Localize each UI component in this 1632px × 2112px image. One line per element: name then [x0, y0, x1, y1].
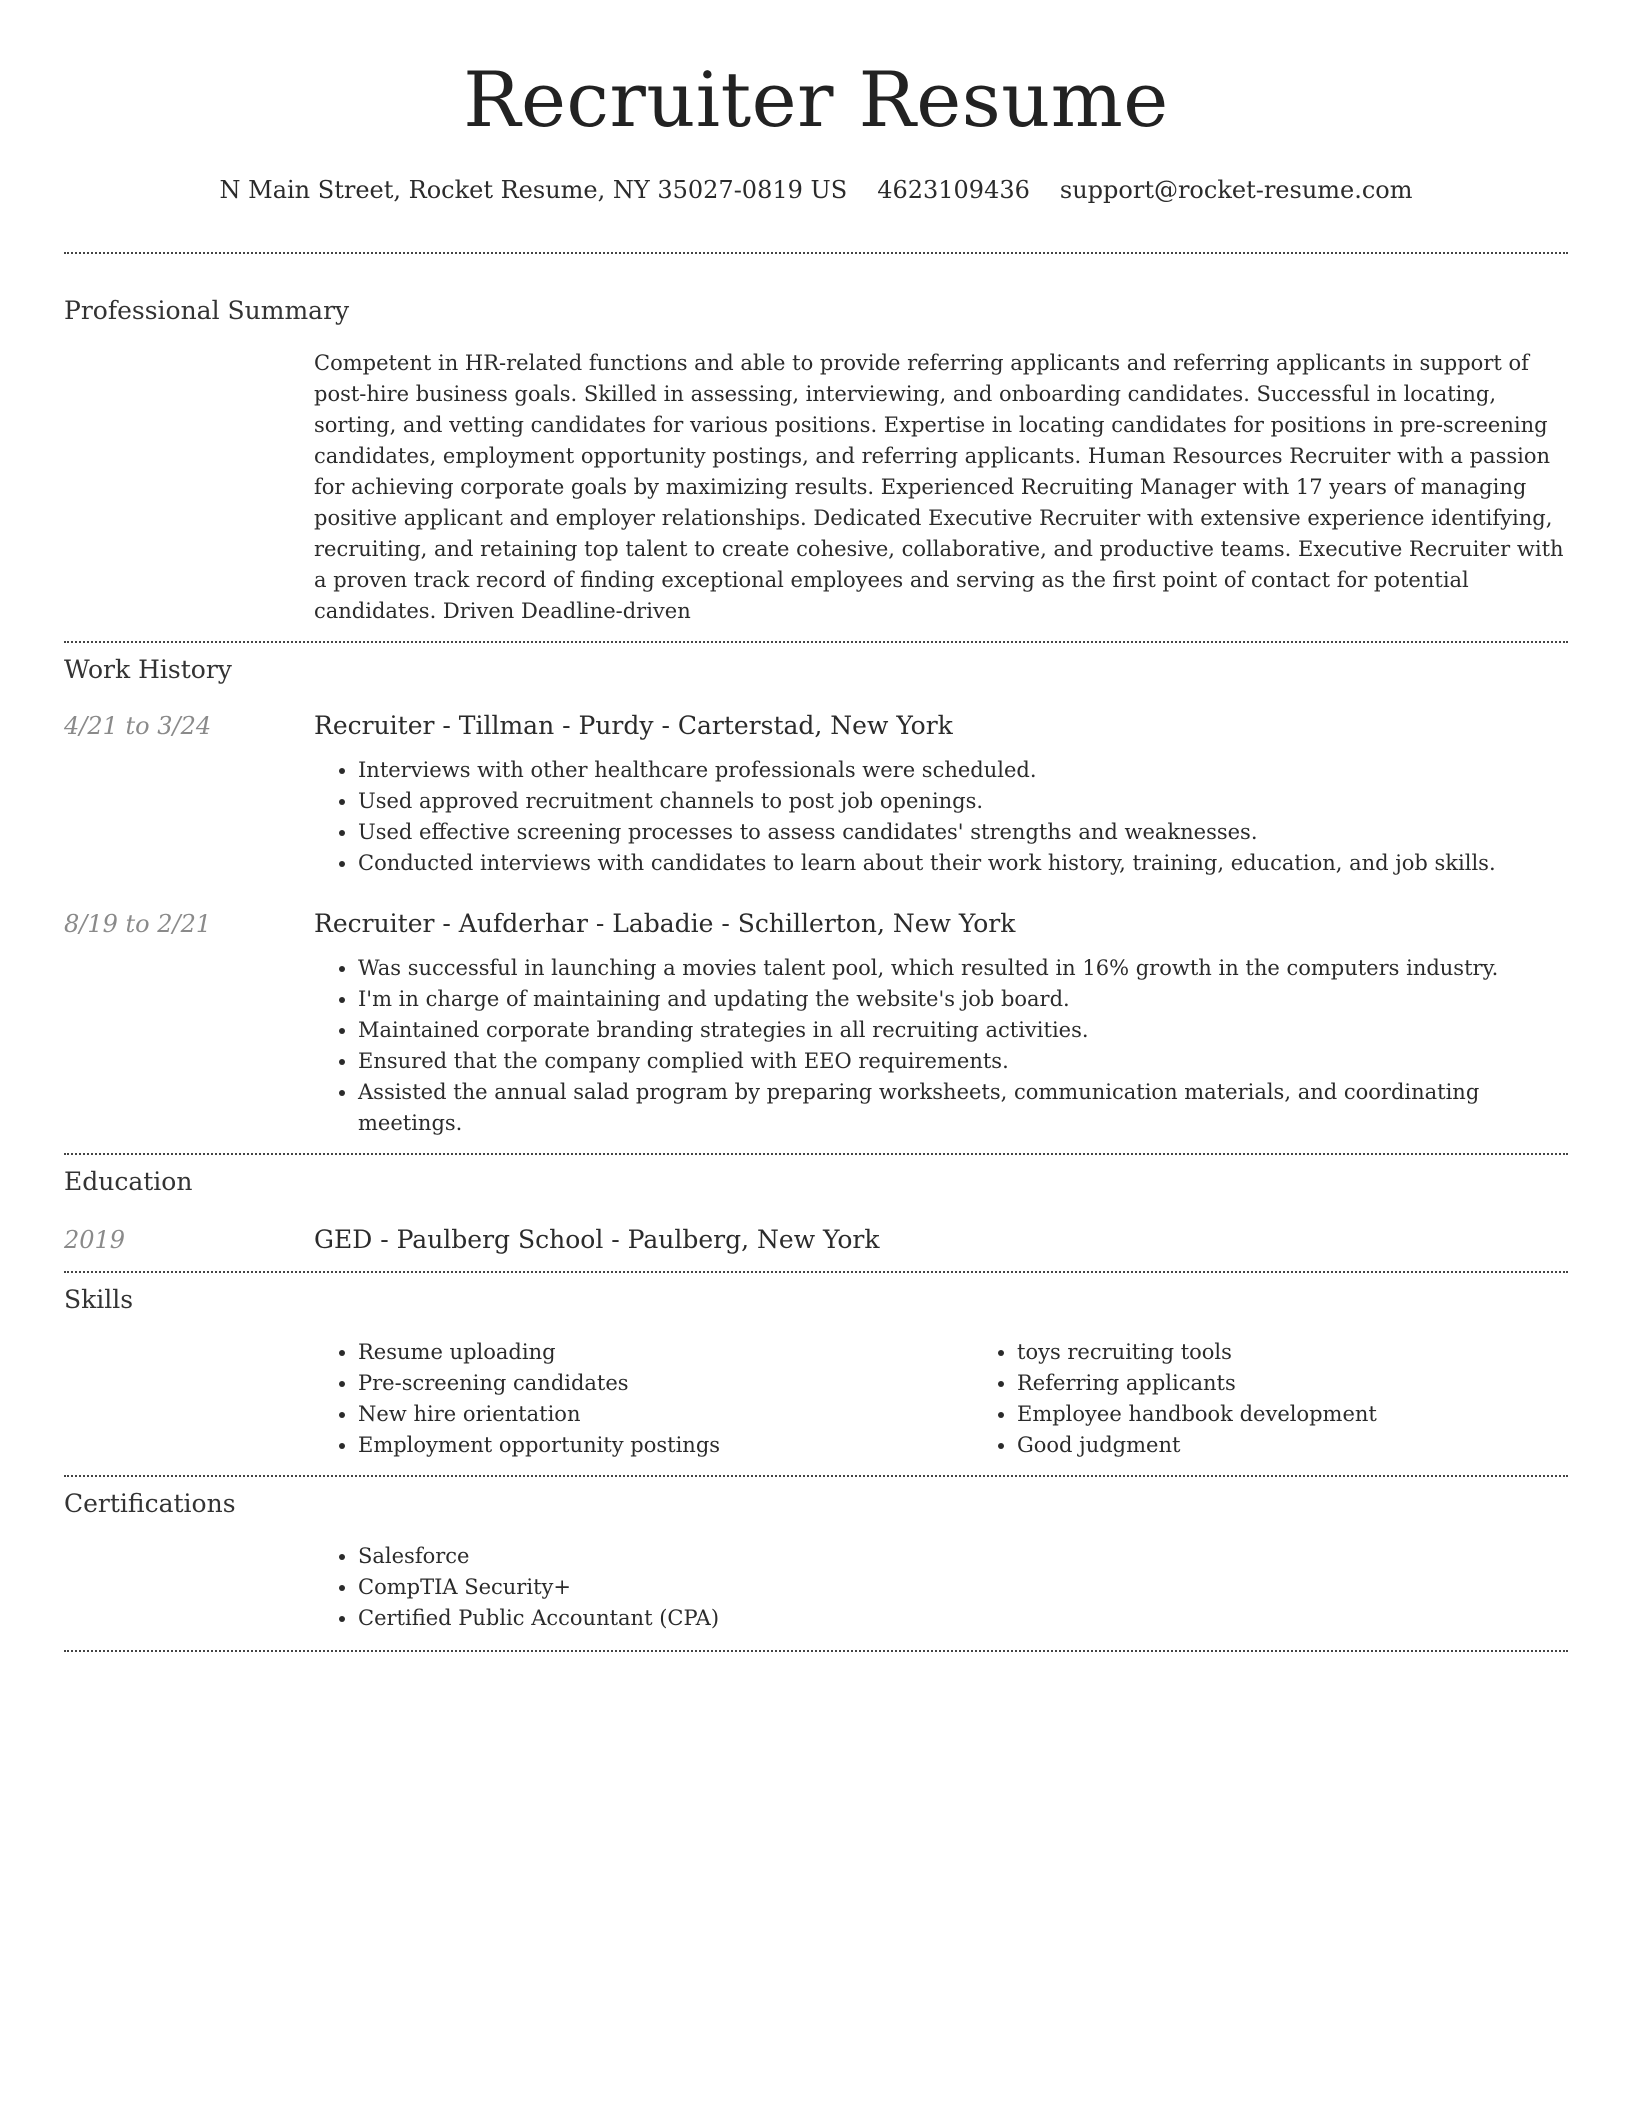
education-year: 2019 [64, 1226, 126, 1254]
job-duty: • Assisted the annual salad program by preparing worksheets, communication materials, and coordinating meetings. [358, 1077, 1568, 1139]
certification-item: • CompTIA Security+ [358, 1572, 1568, 1603]
job-duty: • Maintained corporate branding strategies in all recruiting activities. [358, 1015, 1568, 1046]
section-divider [64, 1153, 1568, 1155]
section-heading-work-history: Work History [64, 655, 232, 684]
summary-row [64, 348, 1568, 627]
job-dates: 8/19 to 2/21 [64, 910, 212, 938]
job-title: Recruiter - Tillman - Purdy - Carterstad, New York [314, 711, 953, 740]
certification-item: • Salesforce [358, 1541, 1568, 1572]
job-entry [64, 907, 1568, 1139]
contact-info [64, 174, 1568, 206]
skill-item: • Employment opportunity postings [358, 1430, 973, 1461]
resume-page [64, 0, 1568, 1652]
section-heading-certifications: Certifications [64, 1489, 236, 1518]
skill-item: • Employee handbook development [1017, 1399, 1632, 1430]
section-divider [64, 641, 1568, 643]
education-entry [64, 1223, 1568, 1257]
certifications-row [64, 1541, 1568, 1634]
section-divider [64, 1271, 1568, 1273]
summary-text: Competent in HR-related functions and able to provide referring applicants and referring applicants in support of post-hire business goals. Skilled in assessing, interviewing, and onboarding candidates. Successful in locating, sorting, and vetting candidates for various positions. Expertise in locating candidates for positions in pre-screening candidates, employment opportunity postings, and referring applicants. Human Resources Recruiter with a passion for achieving corporate goals by maximizing results. Experienced Recruiting Manager with 17 years of managing positive applicant and employer relationships. Dedicated Executive Recruiter with extensive experience identifying, recruiting, and retaining top talent to create cohesive, collaborative, and productive teams. Executive Recruiter with a proven track record of finding exceptional employees and serving as the first point of contact for potential candidates. Driven Deadline-driven [314, 351, 1564, 623]
certifications-list [314, 1541, 1568, 1634]
resume-title: Recruiter Resume [463, 55, 1169, 144]
skill-item: • Good judgment [1017, 1430, 1632, 1461]
job-duties-list [314, 755, 1568, 879]
skill-item: • Referring applicants [1017, 1368, 1632, 1399]
job-duty: • Was successful in launching a movies talent pool, which resulted in 16% growth in the computers industry. [358, 953, 1568, 984]
job-duty: • Used effective screening processes to assess candidates' strengths and weaknesses. [358, 817, 1568, 848]
job-duty: • Interviews with other healthcare professionals were scheduled. [358, 755, 1568, 786]
section-heading-skills: Skills [64, 1285, 134, 1314]
certification-item: • Certified Public Accountant (CPA) [358, 1603, 1568, 1634]
job-duty: • Ensured that the company complied with EEO requirements. [358, 1046, 1568, 1077]
section-divider [64, 1475, 1568, 1477]
job-entry [64, 709, 1568, 879]
skill-item: • toys recruiting tools [1017, 1337, 1632, 1368]
section-divider [64, 252, 1568, 254]
skills-list-left [314, 1337, 973, 1461]
contact-phone: 4623109436 [877, 176, 1030, 204]
skills-row [64, 1337, 1568, 1461]
job-duty: • I'm in charge of maintaining and updating the website's job board. [358, 984, 1568, 1015]
job-duty: • Used approved recruitment channels to post job openings. [358, 786, 1568, 817]
job-duties-list [314, 953, 1568, 1139]
job-duty: • Conducted interviews with candidates to learn about their work history, training, education, and job skills. [358, 848, 1568, 879]
section-heading-summary: Professional Summary [64, 296, 350, 325]
section-heading-education: Education [64, 1167, 193, 1196]
skill-item: • New hire orientation [358, 1399, 973, 1430]
contact-email: support@rocket-resume.com [1059, 176, 1413, 204]
education-degree: GED - Paulberg School - Paulberg, New York [314, 1225, 880, 1254]
job-title: Recruiter - Aufderhar - Labadie - Schillerton, New York [314, 909, 1016, 938]
job-dates: 4/21 to 3/24 [64, 712, 212, 740]
section-divider [64, 1650, 1568, 1652]
skill-item: • Resume uploading [358, 1337, 973, 1368]
skill-item: • Pre-screening candidates [358, 1368, 973, 1399]
skills-list-right [973, 1337, 1632, 1461]
contact-address: N Main Street, Rocket Resume, NY 35027-0819 US [219, 176, 848, 204]
